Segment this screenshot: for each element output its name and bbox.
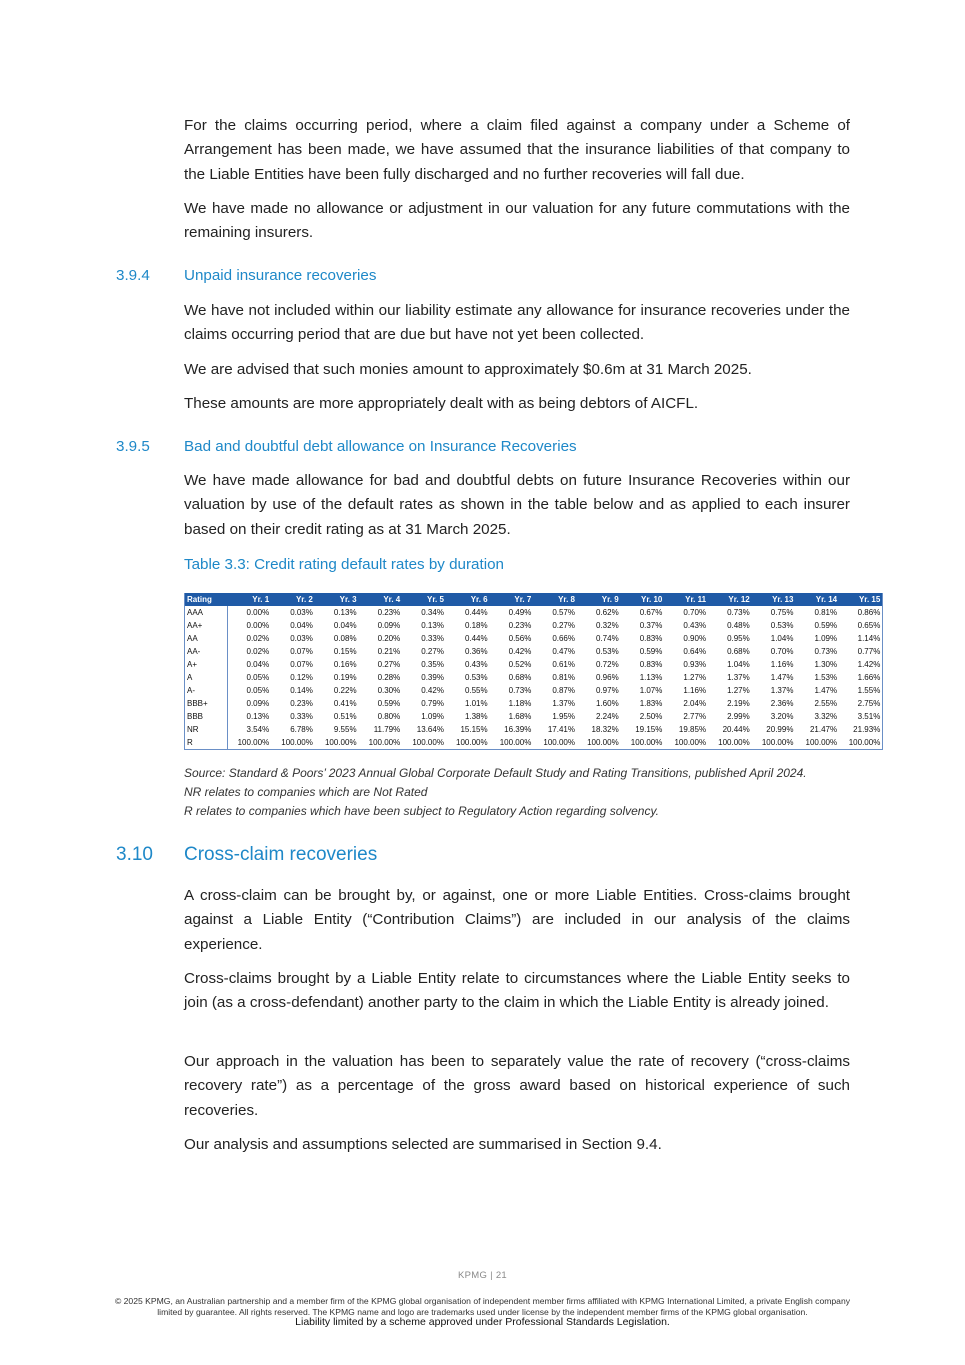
table-cell-rate: 0.77% bbox=[857, 647, 881, 656]
table-cell-rate: 0.13% bbox=[333, 608, 357, 617]
table-cell-rate: 0.83% bbox=[639, 660, 663, 669]
table-cell-rate: 0.41% bbox=[333, 699, 357, 708]
paragraph-monies-amount: We are advised that such monies amount to approximately $0.6m at 31 March 2025. bbox=[184, 361, 752, 378]
table-cell-rate: 0.61% bbox=[552, 660, 575, 669]
table-cell-rate: 0.73% bbox=[727, 608, 750, 617]
table-cell-rate: 0.64% bbox=[683, 647, 707, 656]
table-cell-rate: 2.50% bbox=[639, 712, 663, 721]
table-cell-rate: 3.20% bbox=[770, 712, 794, 721]
table-header-rating: Rating bbox=[185, 593, 228, 606]
table-cell-rate: 2.75% bbox=[857, 699, 881, 708]
table-cell-rate: 0.20% bbox=[377, 634, 401, 643]
section-number-3-10: 3.10 bbox=[116, 844, 153, 865]
table-cell-rate: 2.36% bbox=[770, 699, 794, 708]
table-cell-rate: 0.65% bbox=[857, 621, 881, 630]
table-cell-rate: 1.68% bbox=[508, 712, 532, 721]
table-header-year: Yr. 3 bbox=[315, 593, 359, 606]
table-cell-rate: 0.33% bbox=[290, 712, 313, 721]
table-cell-rating: R bbox=[185, 736, 228, 750]
paragraph-unpaid-recoveries: We have not included within our liability estimate any allowance for insurance recoveries under the claims occurring period that are due but have not yet been collected. bbox=[184, 302, 850, 344]
table-cell-rate: 0.53% bbox=[464, 673, 488, 682]
table-cell-rate: 0.12% bbox=[290, 673, 313, 682]
table-cell-rate: 0.16% bbox=[333, 660, 357, 669]
table-cell-rate: 1.14% bbox=[857, 634, 881, 643]
table-cell-rate: 0.22% bbox=[333, 686, 357, 695]
table-cell-rate: 1.04% bbox=[770, 634, 794, 643]
table-nr-note: NR relates to companies which are Not Rated bbox=[184, 785, 428, 799]
table-cell-rate: 0.13% bbox=[421, 621, 444, 630]
table-cell-rate: 0.04% bbox=[290, 621, 313, 630]
table-cell-rate: 0.34% bbox=[421, 608, 444, 617]
table-cell-rate: 1.09% bbox=[421, 712, 444, 721]
table-cell-rate: 0.00% bbox=[246, 608, 270, 617]
table-cell-rating: NR bbox=[185, 723, 228, 736]
table-cell-rate: 0.59% bbox=[377, 699, 401, 708]
table-cell-rate: 0.43% bbox=[464, 660, 488, 669]
table-cell-rate: 1.16% bbox=[683, 686, 707, 695]
table-cell-rate: 0.73% bbox=[814, 647, 838, 656]
table-cell-rate: 1.47% bbox=[770, 673, 794, 682]
table-cell-rating: BBB+ bbox=[185, 697, 228, 710]
table-cell-rate: 100.00% bbox=[315, 736, 359, 750]
section-title-unpaid-recoveries: Unpaid insurance recoveries bbox=[184, 267, 377, 284]
table-cell-rate: 0.27% bbox=[377, 660, 401, 669]
table-cell-rate: 2.24% bbox=[596, 712, 619, 721]
table-cell-rate: 0.18% bbox=[464, 621, 488, 630]
table-cell-rate: 100.00% bbox=[664, 736, 708, 750]
table-header-year: Yr. 10 bbox=[621, 593, 665, 606]
table-header-year: Yr. 4 bbox=[359, 593, 403, 606]
table-cell-rate: 0.53% bbox=[770, 621, 794, 630]
table-header-year: Yr. 5 bbox=[402, 593, 446, 606]
table-cell-rate: 1.01% bbox=[464, 699, 488, 708]
table-cell-rate: 0.15% bbox=[333, 647, 357, 656]
table-row bbox=[185, 736, 883, 750]
table-cell-rate: 0.09% bbox=[377, 621, 401, 630]
table-cell-rate: 1.04% bbox=[727, 660, 750, 669]
table-header-year: Yr. 13 bbox=[752, 593, 796, 606]
table-cell-rate: 0.73% bbox=[508, 686, 532, 695]
table-cell-rate: 1.42% bbox=[857, 660, 881, 669]
table-cell-rating: AA bbox=[185, 632, 228, 645]
table-row bbox=[185, 645, 883, 658]
table-cell-rate: 1.37% bbox=[770, 686, 794, 695]
table-cell-rate: 0.39% bbox=[421, 673, 444, 682]
table-cell-rate: 0.62% bbox=[596, 608, 619, 617]
table-cell-rate: 0.14% bbox=[290, 686, 313, 695]
table-cell-rate: 1.47% bbox=[814, 686, 838, 695]
table-cell-rate: 21.93% bbox=[853, 725, 881, 734]
table-cell-rate: 6.78% bbox=[290, 725, 313, 734]
table-cell-rate: 0.59% bbox=[814, 621, 838, 630]
table-row bbox=[185, 697, 883, 710]
table-cell-rating: BBB bbox=[185, 710, 228, 723]
table-cell-rating: A- bbox=[185, 684, 228, 697]
table-cell-rate: 100.00% bbox=[708, 736, 752, 750]
table-cell-rate: 0.07% bbox=[290, 660, 313, 669]
table-cell-rate: 100.00% bbox=[577, 736, 621, 750]
table-cell-rate: 20.99% bbox=[766, 725, 794, 734]
table-cell-rate: 0.00% bbox=[246, 621, 270, 630]
table-cell-rate: 3.51% bbox=[857, 712, 881, 721]
table-cell-rate: 0.37% bbox=[639, 621, 663, 630]
table-row bbox=[185, 671, 883, 684]
table-cell-rate: 0.42% bbox=[421, 686, 444, 695]
table-cell-rate: 0.07% bbox=[290, 647, 313, 656]
section-number-3-9-5: 3.9.5 bbox=[116, 438, 150, 455]
section-title-bad-debt: Bad and doubtful debt allowance on Insurance Recoveries bbox=[184, 438, 577, 455]
table-cell-rate: 0.49% bbox=[508, 608, 532, 617]
table-cell-rate: 0.05% bbox=[246, 686, 270, 695]
table-cell-rate: 0.80% bbox=[377, 712, 401, 721]
table-cell-rate: 0.27% bbox=[552, 621, 575, 630]
table-source-note: Source: Standard & Poors’ 2023 Annual Global Corporate Default Study and Rating Transitions, published April 2024. bbox=[184, 766, 807, 780]
table-cell-rate: 2.19% bbox=[727, 699, 750, 708]
table-cell-rate: 1.27% bbox=[683, 673, 707, 682]
table-cell-rate: 1.27% bbox=[727, 686, 750, 695]
table-cell-rate: 0.83% bbox=[639, 634, 663, 643]
table-cell-rate: 19.85% bbox=[678, 725, 707, 734]
table-cell-rate: 0.79% bbox=[421, 699, 444, 708]
table-cell-rate: 0.81% bbox=[814, 608, 838, 617]
table-cell-rate: 100.00% bbox=[271, 736, 315, 750]
table-cell-rate: 0.72% bbox=[596, 660, 619, 669]
table-cell-rate: 100.00% bbox=[533, 736, 577, 750]
table-cell-rate: 100.00% bbox=[752, 736, 796, 750]
table-header-row bbox=[185, 593, 883, 606]
footer-legal-notice: © 2025 KPMG, an Australian partnership and a member firm of the KPMG global organisation of independent member firms affiliated with KPMG International Limited, a private English company limited by guarantee. All rights reserved. The KPMG name and logo are trademarks used under license by the independent member firms of the KPMG global organisation. bbox=[114, 1296, 851, 1317]
table-cell-rate: 100.00% bbox=[402, 736, 446, 750]
table-cell-rate: 0.51% bbox=[333, 712, 357, 721]
table-cell-rate: 0.44% bbox=[464, 608, 488, 617]
table-cell-rate: 0.08% bbox=[333, 634, 357, 643]
table-cell-rate: 100.00% bbox=[446, 736, 490, 750]
table-header-year: Yr. 11 bbox=[664, 593, 708, 606]
paragraph-cross-claim-liable: Cross-claims brought by a Liable Entity relate to circumstances where the Liable Entity seeks to join (as a cross-defendant) another party to the claim in which the Liable Entity is already joined. bbox=[184, 970, 850, 1012]
table-cell-rate: 0.56% bbox=[508, 634, 532, 643]
table-cell-rate: 17.41% bbox=[547, 725, 575, 734]
table-cell-rate: 3.32% bbox=[814, 712, 838, 721]
table-cell-rate: 0.55% bbox=[464, 686, 488, 695]
table-cell-rate: 0.27% bbox=[421, 647, 444, 656]
table-cell-rate: 1.60% bbox=[596, 699, 619, 708]
table-header-year: Yr. 6 bbox=[446, 593, 490, 606]
table-cell-rate: 0.33% bbox=[421, 634, 444, 643]
table-cell-rate: 0.19% bbox=[333, 673, 357, 682]
table-row bbox=[185, 710, 883, 723]
table-cell-rate: 1.18% bbox=[508, 699, 532, 708]
table-cell-rate: 0.30% bbox=[377, 686, 401, 695]
table-cell-rate: 0.68% bbox=[508, 673, 532, 682]
table-cell-rate: 0.53% bbox=[596, 647, 619, 656]
table-cell-rate: 18.32% bbox=[591, 725, 619, 734]
table-cell-rate: 2.04% bbox=[683, 699, 707, 708]
table-cell-rate: 0.57% bbox=[552, 608, 575, 617]
table-cell-rate: 0.70% bbox=[683, 608, 707, 617]
table-header-year: Yr. 7 bbox=[490, 593, 534, 606]
table-header-year: Yr. 9 bbox=[577, 593, 621, 606]
table-cell-rate: 2.55% bbox=[814, 699, 838, 708]
table-cell-rate: 1.55% bbox=[857, 686, 881, 695]
table-cell-rate: 1.37% bbox=[727, 673, 750, 682]
table-cell-rate: 0.43% bbox=[683, 621, 707, 630]
table-cell-rate: 1.95% bbox=[552, 712, 575, 721]
table-cell-rate: 9.55% bbox=[333, 725, 357, 734]
table-cell-rate: 0.02% bbox=[246, 634, 270, 643]
table-cell-rate: 0.28% bbox=[377, 673, 401, 682]
table-cell-rate: 100.00% bbox=[839, 736, 883, 750]
table-caption: Table 3.3: Credit rating default rates by duration bbox=[184, 556, 504, 573]
table-cell-rate: 0.96% bbox=[596, 673, 619, 682]
footer-page-number: KPMG | 21 bbox=[458, 1270, 507, 1281]
table-cell-rating: AA+ bbox=[185, 619, 228, 632]
table-cell-rate: 0.97% bbox=[596, 686, 619, 695]
table-cell-rate: 0.86% bbox=[857, 608, 881, 617]
table-cell-rate: 0.74% bbox=[596, 634, 619, 643]
table-row bbox=[185, 619, 883, 632]
table-cell-rate: 1.13% bbox=[639, 673, 663, 682]
table-cell-rate: 0.03% bbox=[290, 608, 313, 617]
table-row bbox=[185, 632, 883, 645]
table-header-year: Yr. 8 bbox=[533, 593, 577, 606]
table-cell-rate: 0.02% bbox=[246, 647, 270, 656]
table-cell-rate: 0.21% bbox=[377, 647, 401, 656]
paragraph-scheme-of-arrangement: For the claims occurring period, where a claim filed against a company under a Scheme of Arrangement has been made, we have assumed that the insurance liabilities of that company to the Liable Entities have been fully discharged and no further recoveries will fall due. bbox=[184, 117, 850, 183]
table-cell-rate: 0.42% bbox=[508, 647, 532, 656]
table-cell-rate: 100.00% bbox=[228, 736, 272, 750]
table-cell-rate: 0.95% bbox=[727, 634, 750, 643]
table-cell-rate: 0.47% bbox=[552, 647, 575, 656]
table-cell-rate: 0.52% bbox=[508, 660, 532, 669]
table-cell-rate: 0.68% bbox=[727, 647, 750, 656]
paragraph-cross-claim-intro: A cross-claim can be brought by, or against, one or more Liable Entities. Cross-claims brought against a Liable Entity (“Contribution Claims”) are included in our analysis of the claims experience. bbox=[184, 887, 850, 953]
table-cell-rate: 1.09% bbox=[814, 634, 838, 643]
table-cell-rate: 16.39% bbox=[504, 725, 532, 734]
table-row bbox=[185, 606, 883, 619]
table-cell-rate: 100.00% bbox=[795, 736, 839, 750]
paragraph-cross-claim-summary: Our analysis and assumptions selected are summarised in Section 9.4. bbox=[184, 1136, 662, 1153]
table-cell-rate: 0.66% bbox=[552, 634, 575, 643]
table-cell-rate: 0.75% bbox=[770, 608, 794, 617]
table-cell-rate: 0.36% bbox=[464, 647, 488, 656]
table-row bbox=[185, 658, 883, 671]
table-cell-rate: 0.03% bbox=[290, 634, 313, 643]
table-cell-rate: 2.99% bbox=[727, 712, 750, 721]
table-cell-rate: 0.93% bbox=[683, 660, 707, 669]
table-cell-rate: 0.70% bbox=[770, 647, 794, 656]
section-title-cross-claim: Cross-claim recoveries bbox=[184, 844, 378, 865]
table-cell-rate: 11.79% bbox=[373, 725, 401, 734]
table-cell-rate: 0.32% bbox=[596, 621, 619, 630]
table-header-year: Yr. 15 bbox=[839, 593, 883, 606]
table-cell-rate: 1.16% bbox=[770, 660, 794, 669]
table-cell-rate: 0.59% bbox=[639, 647, 663, 656]
table-header-year: Yr. 12 bbox=[708, 593, 752, 606]
table-cell-rate: 1.83% bbox=[639, 699, 663, 708]
table-cell-rate: 100.00% bbox=[490, 736, 534, 750]
table-cell-rate: 21.47% bbox=[809, 725, 838, 734]
table-cell-rate: 15.15% bbox=[460, 725, 488, 734]
table-cell-rate: 20.44% bbox=[722, 725, 750, 734]
table-cell-rate: 13.64% bbox=[416, 725, 444, 734]
table-cell-rate: 0.09% bbox=[246, 699, 270, 708]
table-cell-rate: 0.23% bbox=[377, 608, 401, 617]
table-cell-rate: 3.54% bbox=[246, 725, 270, 734]
table-header-year: Yr. 1 bbox=[228, 593, 272, 606]
table-cell-rating: A+ bbox=[185, 658, 228, 671]
table-cell-rate: 1.38% bbox=[464, 712, 488, 721]
table-cell-rate: 0.81% bbox=[552, 673, 575, 682]
table-cell-rate: 1.30% bbox=[814, 660, 838, 669]
table-cell-rate: 0.67% bbox=[639, 608, 663, 617]
table-cell-rate: 19.15% bbox=[635, 725, 663, 734]
table-r-note: R relates to companies which have been subject to Regulatory Action regarding solvency. bbox=[184, 804, 659, 818]
table-cell-rate: 100.00% bbox=[359, 736, 403, 750]
table-cell-rate: 0.90% bbox=[683, 634, 707, 643]
table-header-year: Yr. 14 bbox=[795, 593, 839, 606]
table-cell-rate: 1.66% bbox=[857, 673, 881, 682]
paragraph-cross-claim-approach: Our approach in the valuation has been to separately value the rate of recovery (“cross-claims recovery rate”) as a percentage of the gross award based on historical experience of such recoveries. bbox=[184, 1053, 850, 1119]
table-cell-rating: A bbox=[185, 671, 228, 684]
table-cell-rating: AA- bbox=[185, 645, 228, 658]
section-number-3-9-4: 3.9.4 bbox=[116, 267, 150, 284]
table-cell-rate: 0.44% bbox=[464, 634, 488, 643]
paragraph-debtors: These amounts are more appropriately dealt with as being debtors of AICFL. bbox=[184, 395, 699, 412]
table-cell-rate: 1.37% bbox=[552, 699, 575, 708]
footer-liability: Liability limited by a scheme approved under Professional Standards Legislation. bbox=[295, 1316, 670, 1328]
table-cell-rate: 100.00% bbox=[621, 736, 665, 750]
table-cell-rating: AAA bbox=[185, 606, 228, 619]
default-rates-table bbox=[184, 593, 883, 750]
table-row bbox=[185, 684, 883, 697]
table-cell-rate: 0.13% bbox=[246, 712, 270, 721]
table-cell-rate: 1.53% bbox=[814, 673, 838, 682]
table-cell-rate: 0.04% bbox=[333, 621, 357, 630]
table-cell-rate: 0.05% bbox=[246, 673, 270, 682]
table-cell-rate: 0.23% bbox=[290, 699, 313, 708]
table-header-year: Yr. 2 bbox=[271, 593, 315, 606]
table-cell-rate: 0.04% bbox=[246, 660, 270, 669]
table-cell-rate: 1.07% bbox=[639, 686, 663, 695]
table-cell-rate: 0.23% bbox=[508, 621, 532, 630]
paragraph-bad-debt: We have made allowance for bad and doubtful debts on future Insurance Recoveries within our valuation by use of the default rates as shown in the table below and as applied to each insurer based on their credit rating as at 31 March 2025. bbox=[184, 472, 850, 538]
table-row bbox=[185, 723, 883, 736]
table-cell-rate: 0.35% bbox=[421, 660, 444, 669]
paragraph-commutations: We have made no allowance or adjustment in our valuation for any future commutations with the remaining insurers. bbox=[184, 200, 850, 242]
table-cell-rate: 2.77% bbox=[683, 712, 707, 721]
table-cell-rate: 0.87% bbox=[552, 686, 575, 695]
table-cell-rate: 0.48% bbox=[727, 621, 750, 630]
